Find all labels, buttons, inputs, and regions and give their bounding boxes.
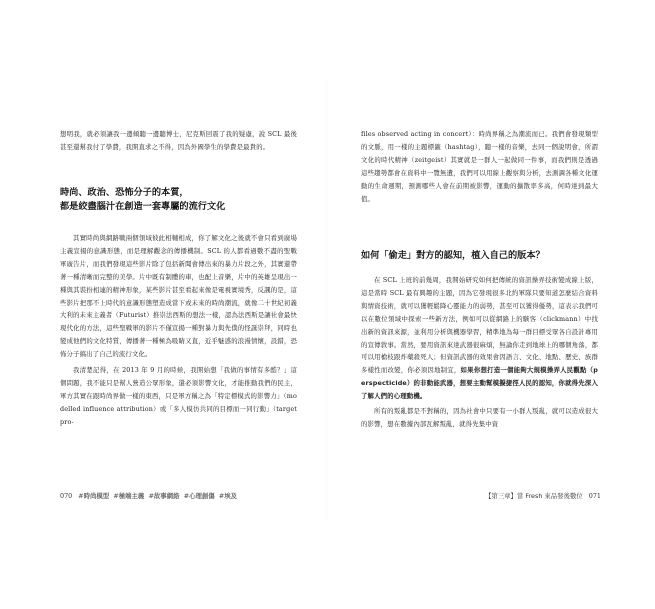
left-page <box>0 0 327 609</box>
footer-tag: #心理創傷 <box>183 492 215 500</box>
left-heading-line-2: 都是絞盡腦汁在創造一套專屬的流行文化 <box>60 201 226 212</box>
right-paragraph-2-text: 在 SCL 上班的前幾周，我開始研究如何把傳統的資訊操弄技術變成線上版，這是當時 SCL 最有興趣的主題，因為它發現很多北約軍隊只要知道怎麼結合資料與情資技術，就可以獲輕鬆降心靈能力的弱勢，甚至可以獲得優勢，這表示我們可以在數位領域中探索一些新方法，例如可以從網路上的駭客（clickmann）中找出新的資訊來源，並利用分析與機器學習，精準地為每一群目標受眾各自設計專用的宣傳敘事。當然，要用資訊來達武器很麻煩，無論你走到地球上的哪個角落，都可以用槍枝跟炸藥殺死人；但資訊武器的效果會因語言、文化、地點、歷史、族群多樣性而改變，你必須因地制宜， <box>361 276 598 375</box>
left-paragraph-3: 我清楚記得，在 2013 年 9 月的時候，我開始想「我做的事情有多酷？」這個問題，我不能只是幫人營造公眾形象，還必須影響文化，才能推動我們的民主，軍方其實在跟時尚界做一樣的東西，只是軍方稱之為「特定標模式的影響力」（modelled influence attribution）或「多人模仿共同的目標而一同行動」（target pro- <box>60 366 297 426</box>
left-body <box>60 232 297 429</box>
right-section-heading <box>361 249 598 263</box>
left-column <box>60 128 297 154</box>
left-footer-tags <box>78 492 239 500</box>
footer-tag: #埃及 <box>218 492 238 500</box>
left-paragraph-1: 想明我，就必須讓我一邊傾聽一邊聽博士，尼克斯回震了我的疑慮，說 SCL 最後甚至還幫我付了學費，我開直求之不得，因為外國學生的學費是最貴的。 <box>60 130 297 151</box>
footer-tag: #時尚模型 <box>78 492 110 500</box>
right-body <box>361 274 598 431</box>
footer-tag: #故事網絡 <box>148 492 180 500</box>
right-footer <box>485 491 601 501</box>
right-column-top <box>361 128 598 205</box>
left-heading-line-1: 時尚、政治、恐怖分子的本質， <box>60 187 189 198</box>
left-paragraph-2: 其實時尚與網路戰兩個領域彼此相輔相成，你了解文化之後就不會只看到廣場主義宣揚的意識形態，而是理解觀念的傳播機制。SCL 的人都看過數不盡的聖戰軍廣告片，而我們發現這些影片除了包括新聞會傳出來的暴力片段之外，其實還帶著一種清晰而完整的美學。片中既有制體的車，也配上音樂，片中的英雄呈現出一種與其裝扮相連的精神形象，某些影片甚至看起來像是電視實境秀，反諷的是，這些影片把那不上時代的意識形態塑造成當下或未來的時尚潮流，就像二十世紀初義大利的未來主義者（Futurist）推崇法西斯的想法一樣，認為法西斯是讓社會最快現代化的方法，這些聖戰軍的影片不僅宣揚一種對暴力與先僕的怪誕崇拜，同時也變成他們的文化特質，傳播著一種極為吸睛又直，近乎魅惑的浪漫情懷，設錯，恐怖分子搞出了自己的流行文化。 <box>60 234 297 359</box>
left-section-heading <box>60 186 297 214</box>
right-paragraph-1: files observed acting in concert）：時尚界稱之為潮流而已。我們會發現類型的文脈，用一樣的主題標籤（hashtag），聽一樣的音樂，去同一個說明會，所謂文化的時代精神（zeitgeist）其實就是一群人一起做同一件事，而我們則是透過這些趨勢都會在資料中一覽無遺，我們可以用線上觀察與分析，去測調各種文化運動的生命週期，預測哪些人會在前期被影響，運動的擴散率多高，何時達到最大值。 <box>361 130 598 203</box>
right-paragraph-3: 所有的叛亂都是不對稱的，因為社會中只要有一小群人叛亂，就可以造成很大的影響，想在數據內部瓦解叛亂，就得先集中資 <box>361 407 598 428</box>
right-page-number: 071 <box>588 492 601 500</box>
running-title: 【第三章】當 Fresh 來品發後數位 <box>484 492 583 500</box>
left-footer <box>60 491 239 501</box>
right-heading: 如何「偷走」對方的認知，植入自己的版本？ <box>361 250 545 261</box>
left-page-number: 070 <box>60 492 73 500</box>
right-paragraph-2-bold: 如果你想打造一個能夠大規模操弄人民觀點（perspecticide）的非動能武器，想要主動幫模擬捷徑人民的認知，你就得先深入了解人們的心理動機。 <box>361 366 598 401</box>
footer-tag: #極端主義 <box>113 492 145 500</box>
right-page <box>327 0 655 609</box>
right-paragraph-2 <box>361 274 598 403</box>
